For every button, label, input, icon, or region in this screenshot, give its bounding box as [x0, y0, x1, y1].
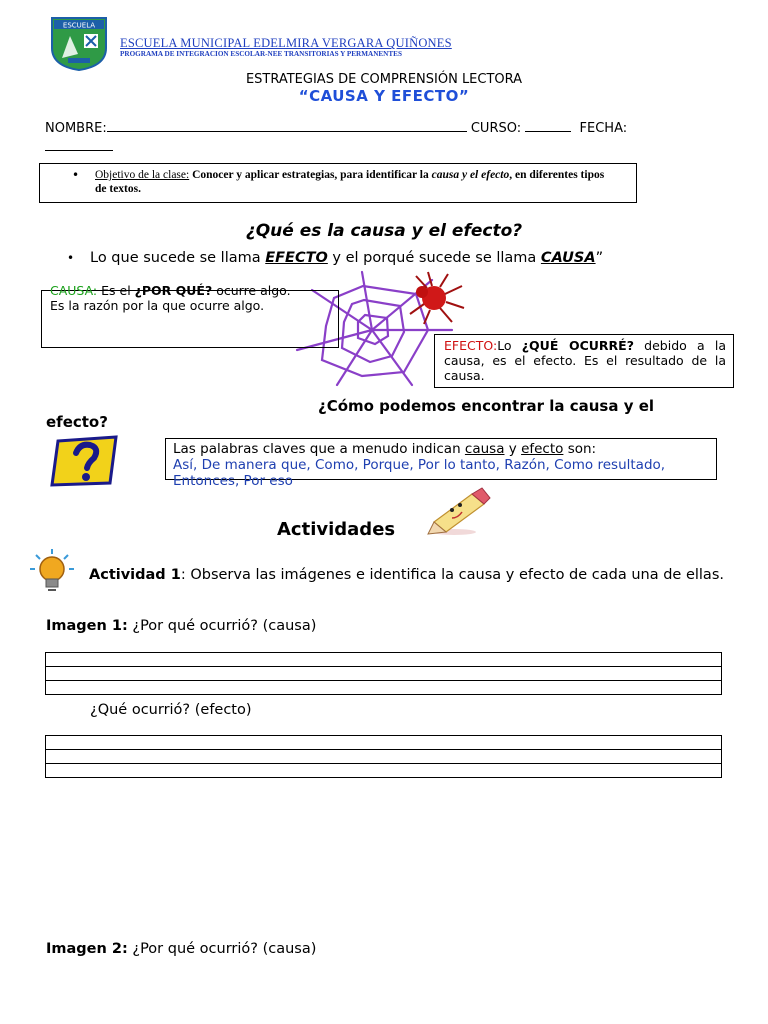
- definition-causa: CAUSA: [540, 250, 596, 266]
- definition-efecto: EFECTO: [265, 250, 328, 266]
- image-2-label: Imagen 2:: [46, 941, 128, 957]
- causa-label: CAUSA:: [50, 283, 98, 298]
- efecto-definition: [444, 338, 726, 383]
- school-name: ESCUELA MUNICIPAL EDELMIRA VERGARA QUIÑONES: [120, 36, 452, 50]
- image-2-question: [46, 941, 316, 957]
- effect-question: ¿Qué ocurrió? (efecto): [90, 702, 252, 718]
- school-logo: [48, 14, 110, 72]
- definition-line: [90, 250, 603, 266]
- keywords-list: Así, De manera que, Como, Porque, Por lo tanto, Razón, Como resultado, Entonces, Por eso: [173, 457, 666, 489]
- answer-lines-effect-1[interactable]: [45, 735, 722, 778]
- answer-line[interactable]: [46, 764, 721, 777]
- definition-part1: Lo que sucede se llama: [90, 250, 266, 266]
- answer-line[interactable]: [46, 736, 721, 750]
- page-subtitle: “CAUSA Y EFECTO”: [298, 87, 470, 105]
- name-field[interactable]: [107, 119, 467, 132]
- keywords-intro2: son:: [563, 441, 597, 457]
- keywords-efecto: efecto: [521, 441, 564, 457]
- activity-1-label: Actividad 1: [89, 567, 181, 583]
- question-mark-icon: [50, 435, 122, 487]
- definition-part3: ”: [595, 250, 604, 266]
- page-title: ESTRATEGIAS DE COMPRENSIÓN LECTORA: [245, 72, 523, 87]
- efecto-label: EFECTO:: [444, 338, 498, 353]
- name-label: NOMBRE:: [45, 121, 107, 136]
- date-label: FECHA:: [579, 121, 628, 136]
- efecto-text1: Lo: [497, 338, 522, 353]
- keywords-y: y: [504, 441, 522, 457]
- keywords-text: [173, 441, 713, 489]
- keywords-clip: [166, 439, 716, 489]
- bullet-icon: •: [67, 251, 75, 265]
- objective-part-b: causa y el efecto: [431, 169, 510, 181]
- answer-lines-cause-1[interactable]: [45, 652, 722, 695]
- image-2-prompt: ¿Por qué ocurrió? (causa): [127, 941, 317, 957]
- efecto-highlight: ¿QUÉ OCURRÉ?: [521, 338, 634, 353]
- answer-line[interactable]: [46, 750, 721, 764]
- activity-1-instructions: [46, 567, 726, 584]
- bullet-icon: •: [72, 168, 80, 182]
- answer-line[interactable]: [46, 653, 721, 667]
- causa-definition: [50, 283, 334, 313]
- course-label: CURSO:: [470, 121, 522, 136]
- answer-line[interactable]: [46, 667, 721, 681]
- causa-text3: Es la razón por la que ocurre algo.: [50, 298, 265, 313]
- logo-text: ESCUELA: [62, 21, 96, 30]
- image-1-label: Imagen 1:: [46, 618, 128, 634]
- course-field[interactable]: [525, 119, 571, 132]
- objective-text: [95, 168, 615, 196]
- causa-text2: ocurre algo.: [212, 283, 291, 298]
- causa-text1: Es el: [97, 283, 135, 298]
- objective-part-c: , en diferentes tipos de textos.: [95, 169, 605, 195]
- objective-label: Objetivo de la clase:: [95, 169, 190, 181]
- efecto-text2: debido a la causa, es el efecto. Es el resultado de la causa.: [444, 338, 726, 383]
- pencil-icon: [424, 488, 494, 538]
- image-1-prompt: ¿Por qué ocurrió? (causa): [127, 618, 317, 634]
- student-info-line: [45, 119, 695, 157]
- activities-title: Actividades: [277, 519, 396, 540]
- image-1-question: [46, 618, 316, 634]
- school-program: PROGRAMA DE INTEGRACION ESCOLAR-NEE TRANSITORIAS Y PERMANENTES: [120, 50, 402, 58]
- section-question: ¿Qué es la causa y el efecto?: [245, 221, 523, 241]
- definition-part2: y el porqué sucede se llama: [327, 250, 541, 266]
- keywords-causa: causa: [464, 441, 505, 457]
- date-field[interactable]: [45, 138, 113, 151]
- answer-line[interactable]: [46, 681, 721, 694]
- keywords-intro: Las palabras claves que a menudo indican: [173, 441, 465, 457]
- activity-1-text: : Observa las imágenes e identifica la causa y efecto de cada una de ellas.: [180, 567, 724, 583]
- how-question-cont: efecto?: [46, 413, 108, 431]
- causa-highlight: ¿POR QUÉ?: [134, 283, 213, 298]
- how-question: ¿Cómo podemos encontrar la causa y el: [318, 397, 655, 415]
- objective-part-a: Conocer y aplicar estrategias, para identificar la: [189, 169, 432, 181]
